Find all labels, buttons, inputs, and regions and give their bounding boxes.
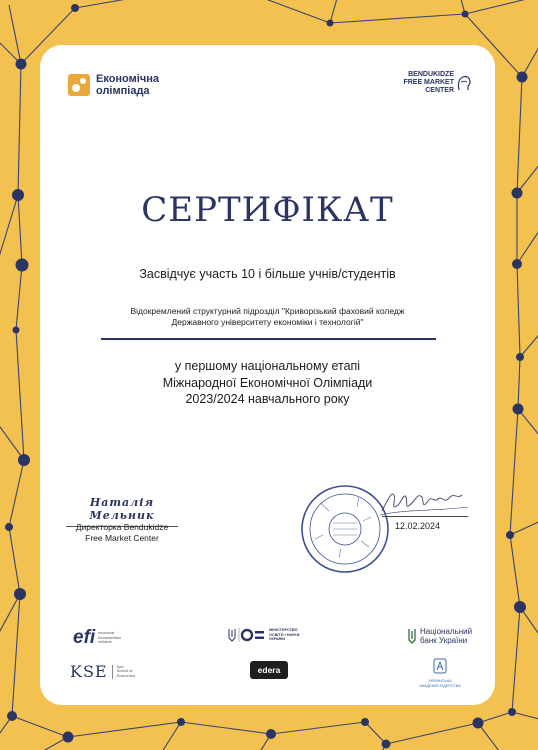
- efi-logo: [73, 627, 121, 649]
- bank-line-2: банк України: [420, 636, 468, 645]
- academy-emblem-icon: [433, 658, 447, 674]
- bank-line-1: Національний: [420, 627, 473, 636]
- stage-line-1: у першому національному етапі: [174, 359, 361, 373]
- bendukidze-line-1: BENDUKIDZE: [408, 71, 454, 78]
- role-line-2: Free Market Center: [85, 533, 159, 543]
- role-line-1: Директорка Bendukidze: [75, 522, 169, 532]
- bendukidze-line-2: FREE MARKET: [403, 79, 454, 86]
- stage-description: [40, 358, 495, 408]
- bank-emblem-icon: [407, 628, 417, 644]
- leadership-academy-logo: [410, 658, 470, 688]
- organization-line-2: Державного університету економіки і технологій": [171, 317, 364, 327]
- issue-date: 12.02.2024: [395, 521, 441, 531]
- logo-line-2: олімпіада: [96, 85, 150, 97]
- efi-small-2: fundamentals: [98, 635, 121, 640]
- logo-line-1: Економічна: [96, 73, 159, 85]
- ministry-line-3: УКРАЇНИ: [269, 637, 286, 642]
- signatory-name: Наталія Мельник: [66, 496, 178, 527]
- handwritten-signature: [378, 485, 470, 519]
- kse-small-2: School of: [116, 669, 133, 674]
- bendukidze-line-3: CENTER: [425, 87, 454, 94]
- participation-text: Засвідчує участь 10 і більше учнів/студентів: [139, 267, 396, 281]
- ministry-line-1: МІНІСТЕРСТВО: [269, 628, 298, 633]
- efi-small-1: economic: [98, 631, 115, 636]
- academy-line-2: АКАДЕМІЯ ЛІДЕРСТВА: [419, 683, 461, 688]
- kse-wordmark: KSE: [70, 662, 108, 681]
- ministry-education-logo: [226, 628, 299, 642]
- academy-line-1: УКРАЇНСЬКА: [428, 679, 452, 683]
- edera-logo: edera: [250, 661, 288, 679]
- kse-small-1: Kyiv: [116, 664, 124, 669]
- bendukidze-logo: [403, 71, 472, 95]
- signatory-role: [60, 522, 184, 544]
- national-bank-logo: [407, 627, 472, 645]
- ministry-line-2: ОСВІТИ І НАУКИ: [269, 632, 300, 637]
- profile-head-icon: [456, 74, 472, 92]
- ministry-emblem-icon: [226, 628, 266, 642]
- kse-logo: [70, 662, 135, 681]
- olympiad-mark-icon: [68, 74, 90, 96]
- efi-small-3: initiative: [98, 640, 112, 645]
- certificate-title: СЕРТИФІКАТ: [141, 190, 394, 230]
- organization-line-1: Відокремлений структурний підрозділ "Криворізький фаховий коледж: [130, 306, 405, 316]
- economic-olympiad-logo: [68, 73, 159, 97]
- stage-line-3: 2023/2024 навчального року: [185, 392, 350, 406]
- efi-wordmark: efi: [73, 627, 96, 648]
- stage-line-2: Міжнародної Економічної Олімпіади: [162, 375, 373, 390]
- organization-name: [40, 306, 495, 328]
- kse-small-3: Economics: [116, 673, 136, 678]
- date-line: [382, 516, 468, 517]
- divider: [101, 338, 436, 340]
